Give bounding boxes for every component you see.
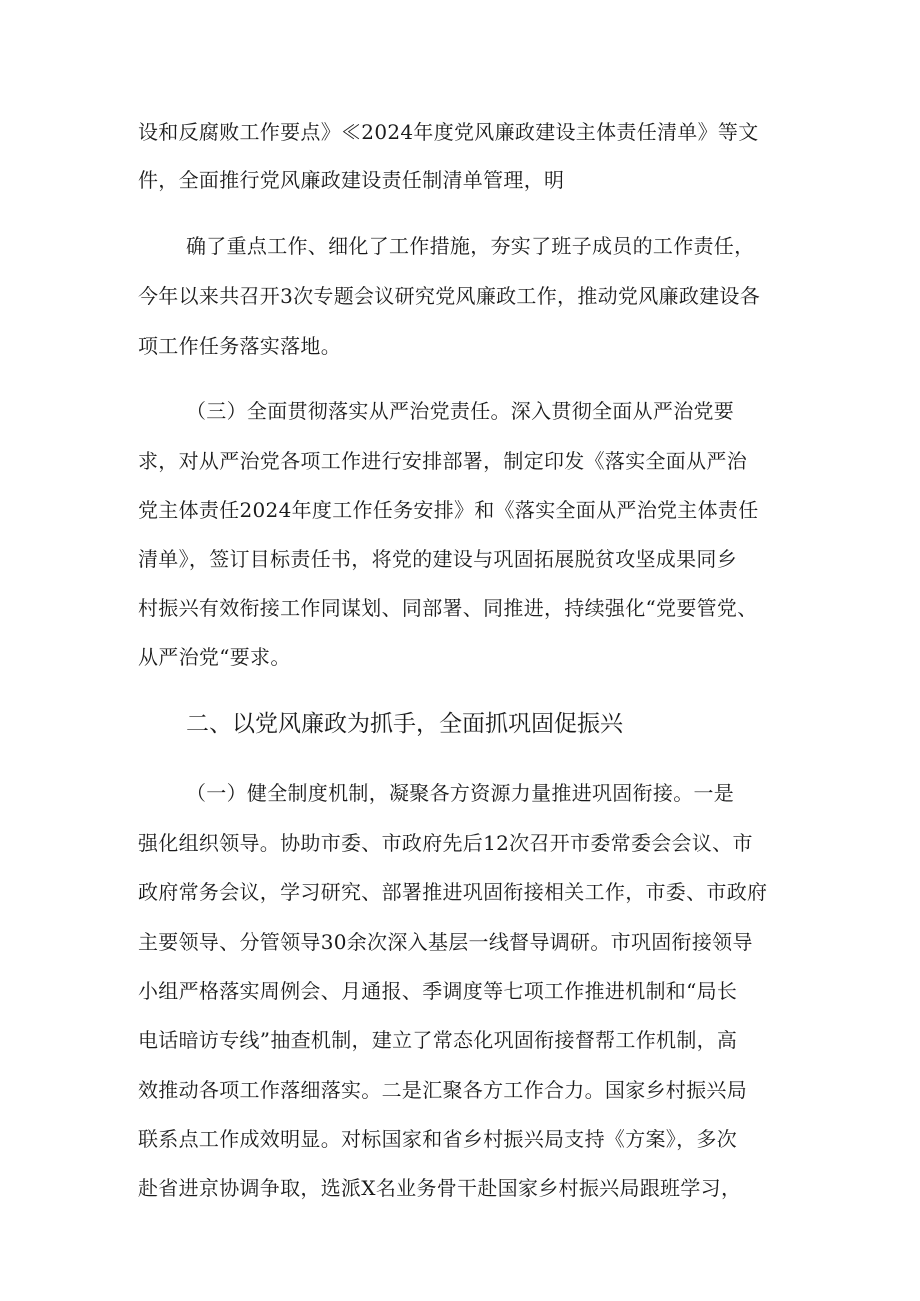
text-line: 党主体责任2024年度工作任务安排》和《落实全面从严治党主体责任 xyxy=(138,498,759,522)
text-line: 小组严格落实周例会、月通报、季调度等七项工作推进机制和“局长 xyxy=(138,979,738,1003)
text-line: 赴省进京协调争取，选派X名业务骨干赴国家乡村振兴局跟班学习， xyxy=(138,1176,742,1200)
text-line: 从严治党“要求。 xyxy=(138,645,291,669)
text-line: 项工作任务落实落地。 xyxy=(138,334,341,358)
text-line: 今年以来共召开3次专题会议研究党风廉政工作，推动党风廉政建设各 xyxy=(138,284,761,308)
text-line: 强化组织领导。协助市委、市政府先后12次召开市委常委会会议、市 xyxy=(138,831,753,855)
text-line: 主要领导、分管领导30余次深入基层一线督导调研。市巩固衔接领导 xyxy=(138,930,753,954)
section-heading: 二、以党风廉政为抓手，全面抓巩固促振兴 xyxy=(186,711,623,737)
text-line: 求，对从严治党各项工作进行安排部署，制定印发《落实全面从严治 xyxy=(138,449,747,473)
text-line: 确了重点工作、细化了工作措施，夯实了班子成员的工作责任， xyxy=(186,234,755,258)
text-line: （一）健全制度机制，凝聚各方资源力量推进巩固衔接。一是 xyxy=(186,781,735,805)
text-line: 联系点工作成效明显。对标国家和省乡村振兴局支持《方案》，多次 xyxy=(138,1127,737,1151)
text-line: 电话暗访专线”抽查机制，建立了常态化巩固衔接督帮工作机制，高 xyxy=(138,1028,738,1052)
text-line: 件，全面推行党风廉政建设责任制清单管理，明 xyxy=(138,168,565,192)
text-line: 设和反腐败工作要点》≪2024年度党风廉政建设主体责任清单》等文 xyxy=(138,120,759,144)
text-line: 村振兴有效衔接工作同谋划、同部署、同推进，持续强化“党要管党、 xyxy=(138,596,758,620)
text-line: （三）全面贯彻落实从严治党责任。深入贯彻全面从严治党要 xyxy=(186,399,735,423)
text-line: 效推动各项工作落细落实。二是汇聚各方工作合力。国家乡村振兴局 xyxy=(138,1078,747,1102)
text-line: 政府常务会议，学习研究、部署推进巩固衔接相关工作，市委、市政府 xyxy=(138,880,768,904)
text-line: 清单》，签订目标责任书，将党的建设与巩固拓展脱贫攻坚成果同乡 xyxy=(138,547,737,571)
